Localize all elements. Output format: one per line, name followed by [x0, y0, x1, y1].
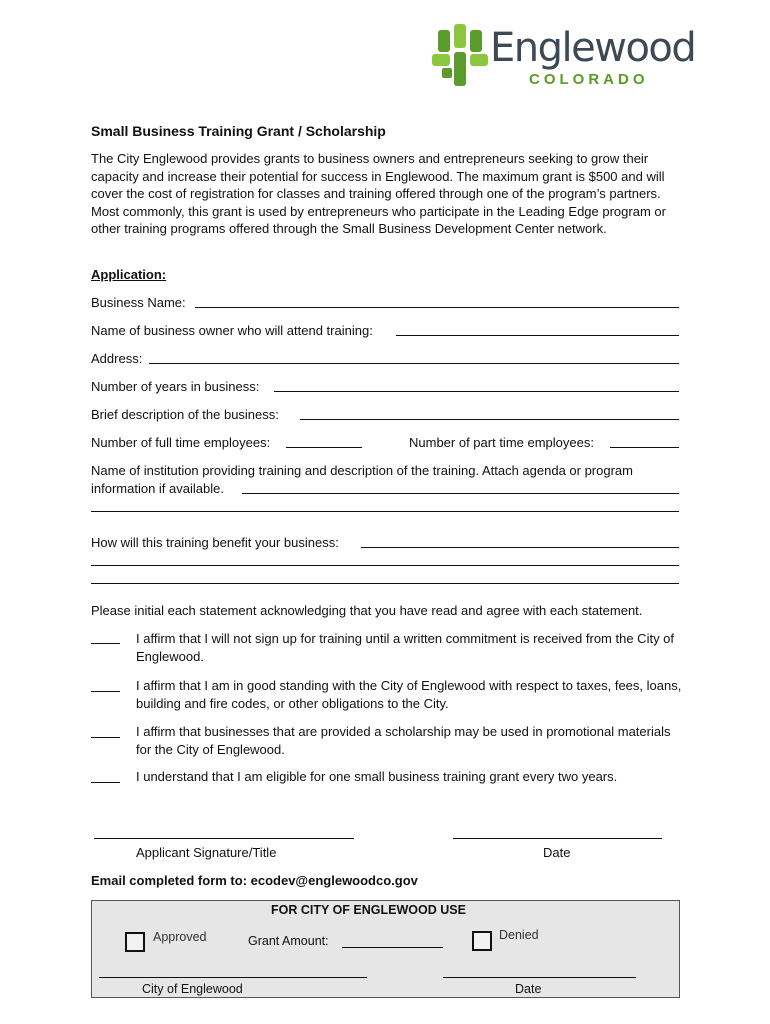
englewood-logo: [432, 18, 696, 90]
office-use-heading: FOR CITY OF ENGLEWOOD USE: [271, 903, 466, 917]
signature-label: Applicant Signature/Title: [136, 845, 277, 860]
intro-paragraph: The City Englewood provides grants to business owners and entrepreneurs seeking to grow their capacity and increase their potential for success in Englewood. The maximum grant is $500 and will cover the cost of registration for classes and training offered through one of the program’s partners. Most commonly, this grant is used by entrepreneurs who participate in the Leading Edge program or other training programs offered through the Small Business Development Center network.: [91, 151, 666, 237]
benefit-field-line2[interactable]: [91, 565, 679, 566]
denied-label: Denied: [499, 928, 539, 942]
institution-field-line2[interactable]: [91, 511, 679, 512]
initial-field[interactable]: [91, 691, 120, 692]
statement-item: I affirm that businesses that are provided a scholarship may be used in promotional materials for the City of Englewood.: [136, 724, 671, 757]
years-in-business-field[interactable]: [274, 391, 679, 392]
business-description-field[interactable]: [300, 419, 679, 420]
business-description-label: Brief description of the business:: [91, 407, 279, 422]
grant-amount-field[interactable]: [342, 947, 443, 948]
office-date-label: Date: [515, 982, 542, 996]
city-signature-field[interactable]: [99, 977, 367, 978]
benefit-field-line3[interactable]: [91, 583, 679, 584]
owner-name-field[interactable]: [396, 335, 679, 336]
tree-logo-icon: [432, 22, 490, 86]
email-instructions: Email completed form to: ecodev@englewoodco.gov: [91, 873, 418, 888]
institution-field[interactable]: [242, 493, 679, 494]
benefit-label: How will this training benefit your business:: [91, 535, 339, 550]
form-title: Small Business Training Grant / Scholarship: [91, 123, 386, 139]
initial-field[interactable]: [91, 643, 120, 644]
years-in-business-label: Number of years in business:: [91, 379, 260, 394]
part-time-employees-field[interactable]: [610, 447, 679, 448]
initial-field[interactable]: [91, 782, 120, 783]
full-time-employees-label: Number of full time employees:: [91, 435, 271, 450]
logo-subtitle: COLORADO: [529, 71, 649, 88]
approved-checkbox[interactable]: [125, 932, 145, 952]
date-field[interactable]: [453, 838, 662, 839]
statement-item: I affirm that I will not sign up for training until a written commitment is received from the City of Englewood.: [136, 631, 675, 664]
business-name-field[interactable]: [195, 307, 679, 308]
owner-name-label: Name of business owner who will attend training:: [91, 323, 373, 338]
statement-item: I understand that I am eligible for one small business training grant every two years.: [136, 769, 618, 784]
approved-label: Approved: [153, 930, 207, 944]
institution-label-line1: Name of institution providing training and description of the training. Attach agenda or program: [91, 463, 633, 478]
benefit-field[interactable]: [361, 547, 679, 548]
statement-item: I affirm that I am in good standing with the City of Englewood with respect to taxes, fees, loans, building and fire codes, or other obligations to the City.: [136, 678, 682, 711]
signature-field[interactable]: [94, 838, 354, 839]
application-heading: Application:: [91, 267, 167, 282]
initial-field[interactable]: [91, 737, 120, 738]
grant-amount-label: Grant Amount:: [248, 934, 329, 948]
institution-label-line2: information if available.: [91, 481, 224, 496]
address-label: Address:: [91, 351, 143, 366]
address-field[interactable]: [149, 363, 679, 364]
date-label: Date: [543, 845, 571, 860]
logo-wordmark: Englewood: [490, 25, 696, 71]
denied-checkbox[interactable]: [472, 931, 492, 951]
acknowledge-instructions: Please initial each statement acknowledging that you have read and agree with each statement.: [91, 603, 643, 618]
part-time-employees-label: Number of part time employees:: [409, 435, 594, 450]
office-use-box: [91, 900, 680, 998]
full-time-employees-field[interactable]: [286, 447, 362, 448]
business-name-label: Business Name:: [91, 295, 186, 310]
city-signature-label: City of Englewood: [142, 982, 243, 996]
office-date-field[interactable]: [443, 977, 636, 978]
